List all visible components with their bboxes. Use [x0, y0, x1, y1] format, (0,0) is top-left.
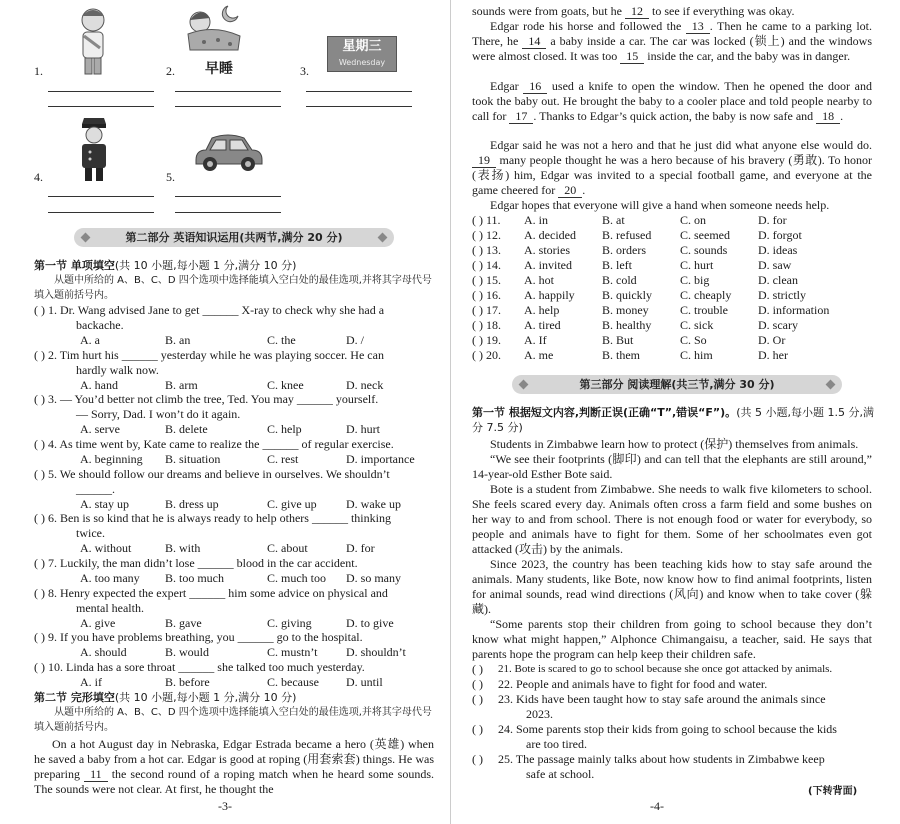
answer-bracket[interactable]: ( ): [34, 467, 45, 481]
question-3-option-a: A. serve: [80, 422, 120, 436]
tf-question-22: [472, 677, 882, 692]
reading-paragraph-3: [472, 482, 872, 557]
question-stem-cont: mental health.: [76, 600, 144, 615]
reading-text: “Some parents stop their children from going to school because they don’t know what might happen,” Alphonce Chimangaisu, a teacher, said. He says that parents hope the program can help keep their children safe.: [472, 617, 872, 661]
cloze-blank-13: 13: [686, 19, 710, 34]
cloze-20-option-d: D. her: [758, 348, 788, 362]
question-6: [34, 511, 436, 541]
cloze-question-17[interactable]: ( ) 17.: [472, 303, 501, 317]
cloze-19-option-a: A. If: [524, 333, 547, 347]
answer-line: [175, 196, 281, 197]
answer-bracket[interactable]: ( ): [34, 556, 45, 570]
answer-bracket[interactable]: ( ): [472, 722, 483, 736]
cloze-15-option-c: C. big: [680, 273, 710, 287]
cloze-12-option-c: C. seemed: [680, 228, 730, 242]
cloze-11-option-c: C. on: [680, 213, 707, 227]
answer-bracket[interactable]: ( ): [34, 437, 45, 451]
question-stem: 9. If you have problems breathing, you ______ go to the hospital.: [48, 630, 363, 644]
picture-number-5: 5.: [166, 170, 175, 184]
cloze-16-option-b: B. quickly: [602, 288, 652, 302]
question-9-option-b: B. would: [165, 645, 210, 659]
question-10-option-b: B. before: [165, 675, 210, 689]
question-2-option-d: D. neck: [346, 378, 384, 392]
reading-text: “We see their footprints (脚印) and can tell that the elephants are still around,” 14-year-old Esther Bote said.: [472, 452, 872, 481]
cloze-12-option-d: D. forgot: [758, 228, 802, 242]
question-10-option-d: D. until: [346, 675, 383, 689]
question-10: [34, 660, 436, 675]
cloze-15-option-d: D. clean: [758, 273, 798, 287]
question-8: [34, 586, 436, 616]
cloze-question-19[interactable]: ( ) 19.: [472, 333, 501, 347]
reading-section1-heading: [472, 405, 877, 435]
cloze-14-option-d: D. saw: [758, 258, 792, 272]
cloze-17-option-d: D. information: [758, 303, 830, 317]
cloze-17-option-c: C. trouble: [680, 303, 728, 317]
cloze-17-option-a: A. help: [524, 303, 560, 317]
cloze-text: Edgar hopes that everyone will give a hand when someone needs help.: [490, 198, 830, 212]
answer-bracket[interactable]: ( ): [34, 348, 45, 362]
question-1-option-c: C. the: [267, 333, 296, 347]
tf-statement: 25. The passage mainly talks about how students in Zimbabwe keep: [498, 752, 825, 766]
reading-paragraph-2: [472, 452, 872, 482]
reading-text: Students in Zimbabwe learn how to protect (保护) themselves from animals.: [490, 437, 859, 451]
answer-bracket[interactable]: ( ): [34, 660, 45, 674]
question-9-option-d: D. shouldn’t: [346, 645, 406, 659]
cloze-19-option-b: B. But: [602, 333, 634, 347]
cloze-question-18[interactable]: ( ) 18.: [472, 318, 501, 332]
question-1: [34, 303, 436, 333]
question-stem: 3. — You’d better not climb the tree, Ted. You may ______ yourself.: [48, 392, 379, 406]
cloze-14-option-b: B. left: [602, 258, 632, 272]
sleeping-girl-icon: [184, 4, 242, 52]
part2-header-band: 第二部分 英语知识运用(共两节,满分 20 分): [74, 228, 394, 247]
section1-meta: (共 10 小题,每小题 1 分,满分 10 分): [114, 259, 297, 272]
wednesday-card-en: Wednesday: [338, 58, 386, 67]
tf-statement: 23. Kids have been taught how to stay safe around the animals since: [498, 692, 826, 706]
question-8-option-b: B. gave: [165, 616, 202, 630]
question-stem: 7. Luckily, the man didn’t lose ______ blood in the car accident.: [48, 556, 358, 570]
reading-text: Since 2023, the country has been teaching kids how to stay safe around the animals. Many students, like Bote, now know how to find animal footprints, listen for animal sounds, read wind directions (风向) and know when to take cover (躲藏).: [472, 557, 872, 616]
question-2: [34, 348, 436, 378]
answer-line: [175, 106, 281, 107]
cloze-text: Edgar said he was not a hero and that he just did what anyone else would do.: [490, 138, 872, 152]
question-6-option-b: B. with: [165, 541, 201, 555]
answer-line: [48, 212, 154, 213]
tf-question-25: [472, 752, 882, 782]
cloze-20-option-a: A. me: [524, 348, 554, 362]
cloze-paragraph-1: [34, 737, 434, 797]
question-stem-cont: hardly walk now.: [76, 362, 159, 377]
reading-paragraph-4: [472, 557, 872, 617]
answer-bracket[interactable]: ( ): [472, 752, 483, 766]
cloze-13-option-b: B. orders: [602, 243, 646, 257]
part3-header-band: 第三部分 阅读理解(共三节,满分 30 分): [512, 375, 842, 394]
reading-text: Bote is a student from Zimbabwe. She needs to walk five kilometers to school. She feels scared every day. Animals often cross a farm field and some bushes on her way to and from school. There is not enough food or water for everybody, so people and animals have to fight for them. Some of her schoolmates even got attacked (攻击) by the animals.: [472, 482, 872, 556]
cloze-text: a baby inside a car. The car was locked (锁上) and the windows were almost closed. It was too: [472, 33, 872, 63]
picture-number-2: 2.: [166, 64, 175, 78]
answer-bracket[interactable]: ( ): [34, 630, 45, 644]
answer-bracket[interactable]: ( ): [34, 303, 45, 317]
question-7-option-b: B. too much: [165, 571, 224, 585]
cloze-19-option-d: D. Or: [758, 333, 786, 347]
question-4-option-c: C. rest: [267, 452, 299, 466]
cloze-11-option-d: D. for: [758, 213, 787, 227]
tf-statement-cont: safe at school.: [526, 766, 595, 781]
section2-meta: (共 10 小题,每小题 1 分,满分 10 分): [114, 691, 297, 704]
question-6-option-c: C. about: [267, 541, 308, 555]
question-1-option-d: D. /: [346, 333, 364, 347]
tf-statement-cont: are too tired.: [526, 736, 587, 751]
cloze-13-option-c: C. sounds: [680, 243, 728, 257]
question-stem: 10. Linda has a sore throat ______ she talked too much yesterday.: [48, 660, 365, 674]
cloze-text: many people thought he was a hero because of his bravery (勇敢). To honor (表扬) him, Edgar was invited to a special football game, and everyone at the game cheered for: [472, 152, 872, 197]
cloze-question-15[interactable]: ( ) 15.: [472, 273, 501, 287]
question-stem: 1. Dr. Wang advised Jane to get ______ X-ray to check why she had a: [48, 303, 385, 317]
cloze-15-option-b: B. cold: [602, 273, 637, 287]
wednesday-card-icon: [327, 36, 397, 72]
answer-line: [306, 106, 412, 107]
question-5: [34, 467, 436, 497]
answer-line: [48, 196, 154, 197]
cloze-19-option-c: C. So: [680, 333, 707, 347]
reading-section1-title: 第一节 根据短文内容,判断正误(正确“T”,错误“F”)。: [472, 406, 737, 419]
answer-line: [48, 91, 154, 92]
question-3: [34, 392, 436, 422]
question-1-option-b: B. an: [165, 333, 191, 347]
cloze-paragraph-4: [472, 138, 872, 198]
tf-question-23: [472, 692, 882, 722]
answer-bracket[interactable]: ( ): [472, 692, 483, 706]
cloze-text: Edgar: [490, 79, 519, 93]
answer-line: [175, 91, 281, 92]
question-6-option-d: D. for: [346, 541, 375, 555]
cloze-text: sounds were from goats, but he: [472, 4, 622, 18]
cloze-11-option-a: A. in: [524, 213, 548, 227]
question-7-option-a: A. too many: [80, 571, 140, 585]
tf-statement-cont: 2023.: [526, 706, 553, 721]
cloze-16-option-a: A. happily: [524, 288, 575, 302]
question-4-option-a: A. beginning: [80, 452, 143, 466]
question-8-option-a: A. give: [80, 616, 116, 630]
question-9: [34, 630, 436, 645]
answer-bracket[interactable]: ( ): [472, 662, 483, 676]
cloze-20-option-b: B. them: [602, 348, 640, 362]
question-stem: 4. As time went by, Kate came to realize the ______ of regular exercise.: [48, 437, 394, 451]
cloze-blank-15: 15: [620, 49, 644, 64]
cloze-question-14[interactable]: ( ) 14.: [472, 258, 501, 272]
page-divider: [450, 0, 451, 824]
question-4: [34, 437, 436, 452]
picture-number-3: 3.: [300, 64, 309, 78]
reading-paragraph-1: [472, 437, 872, 452]
question-stem: 2. Tim hurt his ______ yesterday while he was playing soccer. He can: [48, 348, 384, 362]
cloze-text: Edgar rode his horse and followed the: [490, 19, 682, 33]
cloze-18-option-a: A. tired: [524, 318, 561, 332]
cloze-16-option-c: C. cheaply: [680, 288, 732, 302]
cloze-question-12[interactable]: ( ) 12.: [472, 228, 501, 242]
answer-line: [306, 91, 412, 92]
cloze-17-option-b: B. money: [602, 303, 649, 317]
cloze-14-option-c: C. hurt: [680, 258, 714, 272]
tf-question-24: [472, 722, 882, 752]
question-4-option-d: D. importance: [346, 452, 415, 466]
picture-caption-early-sleep: 早睡: [205, 61, 233, 77]
question-7-option-c: C. much too: [267, 571, 326, 585]
question-5-option-d: D. wake up: [346, 497, 401, 511]
cloze-question-11[interactable]: ( ) 11.: [472, 213, 501, 227]
section1-title: 第一节 单项填空: [34, 259, 115, 272]
turn-over-note: (下转背面): [808, 786, 858, 797]
question-2-option-b: B. arm: [165, 378, 198, 392]
cloze-text: . Thanks to Edgar’s quick action, the baby is now safe and: [533, 108, 814, 123]
question-3-option-b: B. delete: [165, 422, 208, 436]
cloze-text: On a hot August day in Nebraska, Edgar Estrada became a hero (英雄) when he saved a baby from a hot car. Edgar is good at roping (用套索套) things. He was preparing: [34, 737, 434, 781]
question-stem-cont: backache.: [76, 317, 124, 332]
cloze-13-option-a: A. stories: [524, 243, 570, 257]
answer-bracket[interactable]: ( ): [34, 392, 45, 406]
section2-heading: [34, 690, 444, 705]
cloze-question-16[interactable]: ( ) 16.: [472, 288, 501, 302]
cloze-blank-20: 20: [558, 183, 582, 198]
cloze-text: .: [840, 108, 844, 123]
question-2-option-a: A. hand: [80, 378, 118, 392]
cloze-text: the second round of a roping match when he heard some sounds. The sounds were not clear. At first, he thought the: [34, 766, 435, 796]
cloze-blank-11: 11: [84, 767, 108, 782]
right-page: [452, 0, 900, 824]
cloze-18-option-d: D. scary: [758, 318, 798, 332]
answer-bracket[interactable]: ( ): [34, 511, 45, 525]
question-stem: 8. Henry expected the expert ______ him some advice on physical and: [48, 586, 388, 600]
cloze-12-option-a: A. decided: [524, 228, 576, 242]
section1-heading: [34, 258, 444, 273]
cloze-11-option-b: B. at: [602, 213, 625, 227]
cloze-16-option-d: D. strictly: [758, 288, 806, 302]
cloze-15-option-a: A. hot: [524, 273, 554, 287]
question-10-option-a: A. if: [80, 675, 102, 689]
tf-question-21: [472, 662, 882, 677]
question-stem-cont: ______.: [76, 481, 115, 496]
question-9-option-a: A. should: [80, 645, 127, 659]
answer-bracket[interactable]: ( ): [472, 677, 483, 691]
question-10-option-c: C. because: [267, 675, 319, 689]
question-5-option-a: A. stay up: [80, 497, 129, 511]
answer-bracket[interactable]: ( ): [34, 586, 45, 600]
reading-paragraph-5: [472, 617, 872, 662]
question-8-option-d: D. to give: [346, 616, 394, 630]
answer-line: [48, 106, 154, 107]
cloze-blank-14: 14: [522, 34, 546, 49]
cloze-text: . Then he came to a parking lot. There, he: [472, 19, 873, 48]
question-stem: 6. Ben is so kind that he is always ready to help others ______ thinking: [48, 511, 391, 525]
question-3-option-d: D. hurt: [346, 422, 380, 436]
tf-statement: 22. People and animals have to fight for food and water.: [498, 677, 768, 691]
cloze-12-option-b: B. refused: [602, 228, 652, 242]
reading-section1-meta: (共 5 小题,每小题 1.5 分,满分 7.5 分): [472, 406, 874, 434]
car-icon: [190, 132, 266, 174]
cloze-text: .: [582, 182, 586, 197]
cloze-paragraph-5: [472, 198, 872, 213]
section2-title: 第二节 完形填空: [34, 691, 115, 704]
cloze-18-option-b: B. healthy: [602, 318, 652, 332]
section2-instructions: 从题中所给的 A、B、C、D 四个选项中选择能填入空白处的最佳选项,并将其字母代号填入题前括号内。: [34, 707, 432, 733]
question-4-option-b: B. situation: [165, 452, 221, 466]
sick-boy-icon: [72, 6, 114, 76]
picture-number-4: 4.: [34, 170, 43, 184]
cloze-paragraph-3: [472, 79, 872, 124]
cloze-blank-16: 16: [523, 79, 547, 94]
question-7: [34, 556, 436, 571]
cloze-blank-17: 17: [509, 109, 533, 124]
question-3-option-c: C. help: [267, 422, 302, 436]
cloze-paragraph-1-cont: [472, 4, 872, 19]
question-1-option-a: A. a: [80, 333, 100, 347]
question-8-option-c: C. giving: [267, 616, 312, 630]
cloze-14-option-a: A. invited: [524, 258, 572, 272]
section1-instructions: 从题中所给的 A、B、C、D 四个选项中选择能填入空白处的最佳选项,并将其字母代号填入题前括号内。: [34, 275, 432, 301]
page-number-left: -3-: [218, 799, 232, 813]
question-2-option-c: C. knee: [267, 378, 304, 392]
cloze-blank-19: 19: [472, 153, 496, 168]
cloze-paragraph-2: [472, 19, 872, 64]
cloze-18-option-c: C. sick: [680, 318, 714, 332]
police-officer-icon: [76, 116, 112, 182]
answer-line: [175, 212, 281, 213]
cloze-question-20[interactable]: ( ) 20.: [472, 348, 501, 362]
question-7-option-d: D. so many: [346, 571, 401, 585]
cloze-text: to see if everything was okay.: [651, 4, 795, 18]
cloze-question-13[interactable]: ( ) 13.: [472, 243, 501, 257]
question-6-option-a: A. without: [80, 541, 132, 555]
tf-statement: 21. Bote is scared to go to school because she once got attacked by animals.: [498, 663, 833, 675]
cloze-blank-18: 18: [816, 109, 840, 124]
question-stem: 5. We should follow our dreams and believe in ourselves. We shouldn’t: [48, 467, 390, 481]
tf-statement: 24. Some parents stop their kids from going to school because the kids: [498, 722, 837, 736]
picture-number-1: 1.: [34, 64, 43, 78]
question-stem-cont: twice.: [76, 525, 105, 540]
question-stem-cont: — Sorry, Dad. I won’t do it again.: [76, 406, 241, 421]
cloze-20-option-c: C. him: [680, 348, 713, 362]
question-5-option-b: B. dress up: [165, 497, 219, 511]
cloze-blank-12: 12: [625, 4, 649, 19]
cloze-text: inside the car, and the baby was in danger.: [647, 48, 851, 63]
cloze-text: used a knife to open the window. Then he opened the door and took the baby out. He brought the baby to a cooler place and told people nearby to call for: [472, 79, 872, 123]
cloze-13-option-d: D. ideas: [758, 243, 798, 257]
page-number-right: -4-: [650, 799, 664, 813]
question-9-option-c: C. mustn’t: [267, 645, 318, 659]
question-5-option-c: C. give up: [267, 497, 317, 511]
wednesday-card-cn: 星期三: [342, 39, 382, 54]
